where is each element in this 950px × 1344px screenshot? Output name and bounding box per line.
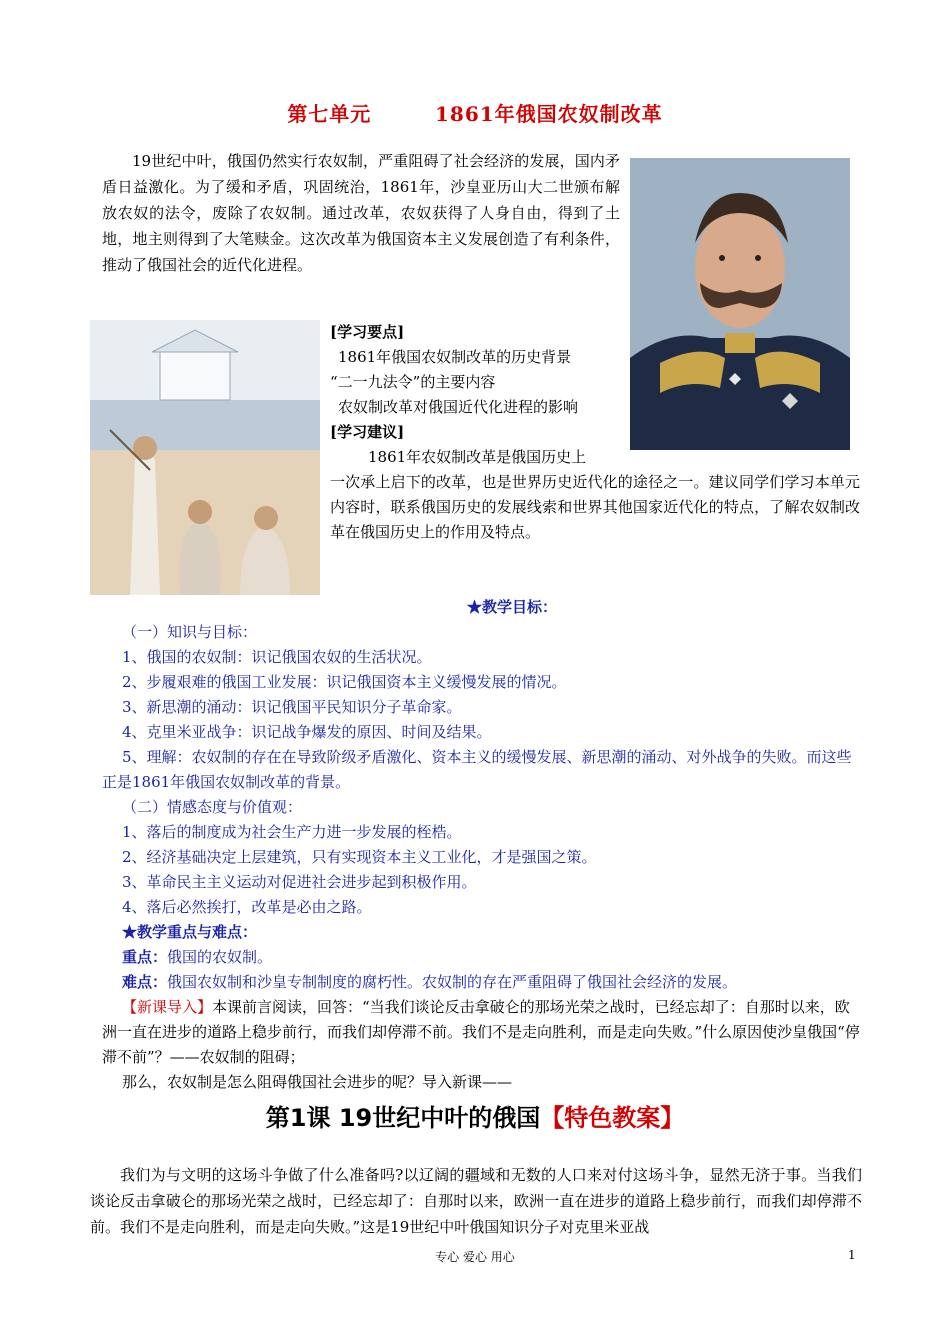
study-points-label: [学习要点]: [330, 323, 405, 341]
lesson-body-paragraph: 我们为与文明的这场斗争做了什么准备吗?以辽阔的疆域和无数的人口来对付这场斗争，显然无济于事。当我们谈论反击拿破仑的那场光荣之战时，已经忘却了：自那时以来，欧洲一直在进步的道路上稳步前行，而我们却停滞不前。我们不是走向胜利，而是走向失败。”这是19世纪中叶俄国知识分子对克里米亚战: [90, 1166, 862, 1236]
study-advice-rest: 一次承上启下的改革，也是世界历史近代化的途径之一。建议同学们学习本单元内容时，联系俄国历史的发展线索和世界其他国家近代化的特点，了解农奴制改革在俄国历史上的作用及特点。: [330, 473, 860, 541]
new-lesson-intro: [102, 995, 862, 1070]
goal-item: 3、革命民主主义运动对促进社会进步起到积极作用。: [122, 873, 477, 891]
teaching-goals: [102, 595, 862, 1095]
intro-paragraph: 19世纪中叶，俄国仍然实行农奴制，严重阻碍了社会经济的发展，国内矛盾日益激化。为了缓和矛盾，巩固统治，1861年，沙皇亚历山大二世颁布解放农奴的法令，废除了农奴制。通过改革，农奴获得了人身自由，得到了土地，地主则得到了大笔赎金。这次改革为俄国资本主义发展创造了有利条件，推动了俄国社会的近代化进程。: [102, 152, 620, 274]
goal-item: 4、落后必然挨打，改革是必由之路。: [122, 898, 372, 916]
study-point: 1861年俄国农奴制改革的历史背景: [338, 348, 572, 366]
goals-section-2: （二）情感态度与价值观：: [122, 798, 303, 816]
goal-item: 3、新思潮的涌动：识记俄国平民知识分子革命家。: [122, 698, 462, 716]
goals-heading: ★教学目标：: [466, 598, 557, 616]
lead-in: 那么，农奴制是怎么阻碍俄国社会进步的呢？导入新课——: [122, 1073, 513, 1091]
peasants-image: [90, 320, 320, 595]
goal-item: 2、经济基础决定上层建筑，只有实现资本主义工业化，才是强国之策。: [122, 848, 597, 866]
unit-title: 第七单元 1861年俄国农奴制改革: [287, 102, 663, 126]
difficulty-point: [102, 970, 862, 995]
lesson-tag: 【特色教案】: [540, 1104, 685, 1132]
lesson-title-text: 第1课 19世纪中叶的俄国: [265, 1104, 541, 1132]
difficulty-text: 俄国农奴制和沙皇专制制度的腐朽性。农奴制的存在严重阻碍了俄国社会经济的发展。: [167, 973, 738, 991]
key-label: 重点：: [122, 948, 168, 966]
goals-section-1: （一）知识与目标：: [122, 623, 258, 641]
key-point: [102, 945, 862, 970]
keys-heading: ★教学重点与难点：: [122, 923, 258, 941]
goal-item: 2、步履艰难的俄国工业发展：识记俄国资本主义缓慢发展的情况。: [122, 673, 567, 691]
new-lesson-text: 本课前言阅读，回答：“当我们谈论反击拿破仑的那场光荣之战时，已经忘却了：自那时以来，欧洲一直在进步的道路上稳步前行，而我们却停滞不前。我们不是走向胜利，而是走向失败。”什么原因使沙皇俄国“停滞不前”？——农奴制的阻碍；: [102, 998, 860, 1066]
study-point: “二一九法令”的主要内容: [330, 373, 496, 391]
study-section: [330, 320, 860, 545]
lesson-title: [0, 1098, 950, 1133]
key-text: 俄国的农奴制。: [167, 948, 273, 966]
difficulty-label: 难点：: [122, 973, 168, 991]
goal-item: 4、克里米亚战争：识记战争爆发的原因、时间及结果。: [122, 723, 492, 741]
new-lesson-label: 【新课导入】: [122, 998, 213, 1016]
study-point: 农奴制改革对俄国近代化进程的影响: [338, 398, 579, 416]
goal-item: 5、理解：农奴制的存在在导致阶级矛盾激化、资本主义的缓慢发展、新思潮的涌动、对外战争的失败。而这些正是1861年俄国农奴制改革的背景。: [102, 748, 852, 791]
goal-item: 1、俄国的农奴制：识记俄国农奴的生活状况。: [122, 648, 432, 666]
study-advice-label: [学习建议]: [330, 423, 405, 441]
goal-item: 1、落后的制度成为社会生产力进一步发展的桎梏。: [122, 823, 462, 841]
study-advice-first: 1861年农奴制改革是俄国历史上: [368, 448, 587, 466]
page-number: 1: [848, 1248, 856, 1262]
page-footer: 专心 爱心 用心: [435, 1250, 515, 1264]
